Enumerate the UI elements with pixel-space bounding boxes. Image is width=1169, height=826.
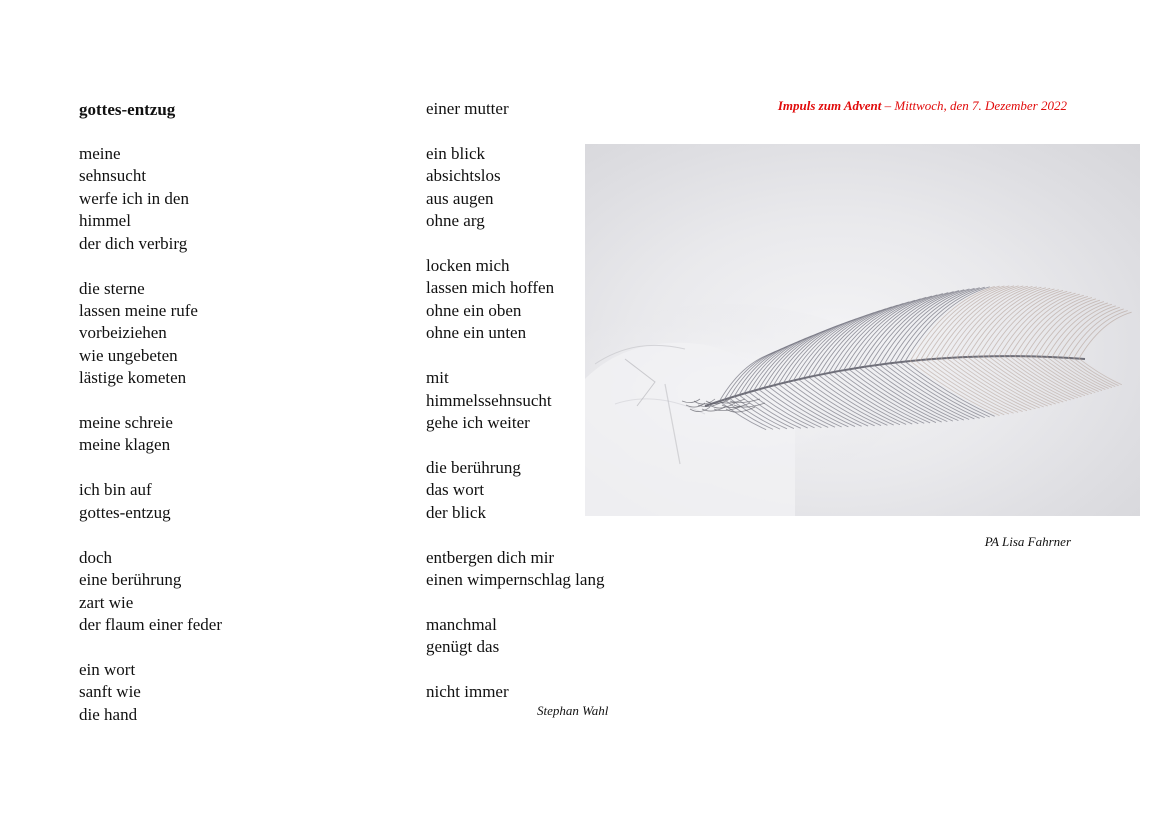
poem-line: vorbeiziehen [79,323,167,343]
poem-line: die sterne [79,278,145,298]
stanza [426,547,726,592]
poem-line: lästige kometen [79,368,187,388]
poem-line: mit [426,368,449,388]
stanza [426,98,726,120]
poem-line: ich bin auf [79,480,152,500]
poem-title: gottes-entzug [79,100,176,119]
poem-line: zart wie [79,592,134,612]
poem-line: nicht immer [426,682,509,702]
poem-line: der dich verbirg [79,233,188,253]
poem-line: einen wimpernschlag lang [426,570,605,589]
feather-photo [585,144,1140,516]
stanza [426,681,726,703]
feather-image [585,144,1140,516]
poem-line: ohne ein oben [426,300,522,320]
poem-line: gottes-entzug [79,502,171,522]
poem-line: der blick [426,502,486,522]
stanza [79,659,379,726]
poem-line: himmelssehnsucht [426,390,552,410]
poem-line: meine schreie [79,413,173,433]
poem-line: gehe ich weiter [426,412,530,432]
poem-line: ohne arg [426,211,485,231]
poem-line: die berührung [426,457,521,477]
header-series: Impuls zum Advent [777,98,882,113]
poem-line: ein wort [79,659,136,679]
stanza [79,479,379,524]
stanza [79,412,379,457]
poem-line: eine berührung [79,570,182,590]
poem-line: lassen mich hoffen [426,278,555,298]
poem-line: locken mich [426,256,510,276]
poem-line: sehnsucht [79,166,147,186]
advent-header [778,98,1067,114]
poem-line: werfe ich in den [79,188,189,208]
poem-line: ein blick [426,143,486,163]
poem-line: lassen meine rufe [79,300,198,320]
poem-line: himmel [79,211,131,231]
poem-line: einer mutter [426,99,509,118]
poem-line: doch [79,547,113,567]
poem-line: manchmal [426,614,497,634]
stanza [79,143,379,255]
poem-line: sanft wie [79,682,141,702]
stanza [79,278,379,390]
poem-line: entbergen dich mir [426,547,555,567]
stanza [79,547,379,637]
poem-line: aus augen [426,188,494,208]
photo-credit: PA Lisa Fahrner [984,534,1071,549]
poem-line: ohne ein unten [426,323,527,343]
poem-column-left [79,143,379,749]
stanza [426,614,726,659]
poem-line: der flaum einer feder [79,614,222,634]
poem-author: Stephan Wahl [537,703,609,718]
poem-line: die hand [79,704,138,724]
header-date: Mittwoch, den 7. Dezember 2022 [894,98,1067,113]
poem-line: genügt das [426,637,500,657]
poem-line: meine [79,144,121,163]
poem-line: meine klagen [79,435,171,455]
poem-line: absichtslos [426,166,501,186]
poem-line: das wort [426,480,485,500]
header-separator: – [881,98,895,113]
poem-line: wie ungebeten [79,345,178,365]
